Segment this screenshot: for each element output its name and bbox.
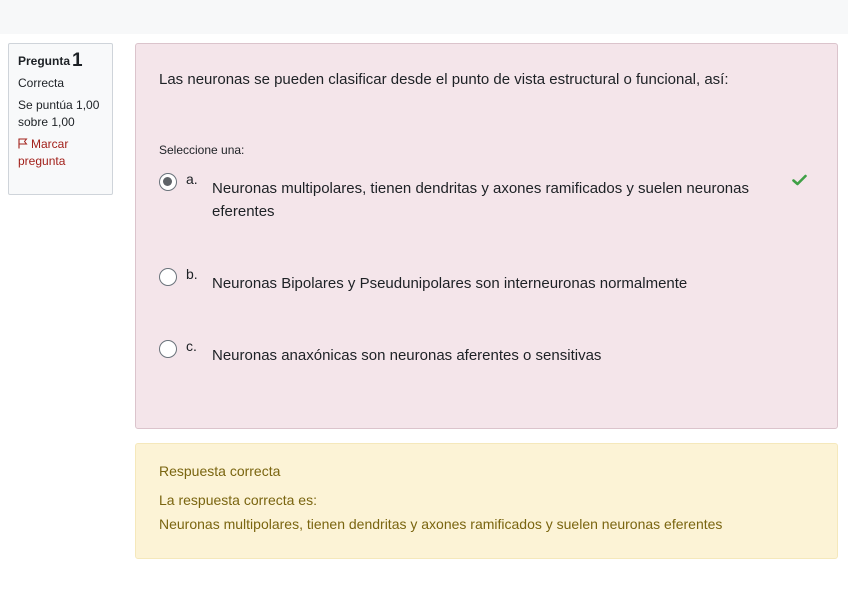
feedback-title: Respuesta correcta [159,463,281,479]
question-label: Pregunta [18,54,71,68]
question-text: Las neuronas se pueden clasificar desde el punto de vista estructural o funcional, así: [159,71,729,88]
answer-option-c[interactable] [159,338,819,368]
answer-option-b[interactable] [159,266,819,296]
question-content [135,43,838,429]
grade-line-2: sobre 1,00 [18,115,75,129]
select-one-prompt: Seleccione una: [159,143,245,157]
flag-question-link[interactable] [18,136,103,170]
grade-line-1: Se puntúa 1,00 [18,98,100,112]
answer-letter: b. [186,266,198,282]
question-heading [18,52,103,70]
top-strip [0,0,848,34]
check-icon [792,174,807,186]
feedback-panel [135,443,838,559]
question-grade [18,97,103,131]
flag-label-1: Marcar [31,137,69,151]
flag-icon [18,138,28,149]
answer-letter: a. [186,171,198,187]
answer-letter: c. [186,338,197,354]
correct-answer-text: Neuronas multipolares, tienen dendritas y axones ramificados y suelen neuronas eferentes [159,516,723,532]
answer-option-a[interactable] [159,171,819,231]
question-number: 1 [72,50,83,71]
radio-b[interactable] [159,268,177,286]
answer-text: Neuronas anaxónicas son neuronas aferentes o sensitivas [212,347,602,364]
answer-text: Neuronas Bipolares y Pseudunipolares son interneuronas normalmente [212,275,688,292]
question-state: Correcta [18,76,65,90]
answer-text: Neuronas multipolares, tienen dendritas y axones ramificados y suelen neuronas eferentes [212,180,749,220]
radio-a[interactable] [159,173,177,191]
question-info-panel [8,43,113,195]
flag-label-2: pregunta [18,154,66,168]
radio-c[interactable] [159,340,177,358]
correct-answer-lead: La respuesta correcta es: [159,492,317,508]
